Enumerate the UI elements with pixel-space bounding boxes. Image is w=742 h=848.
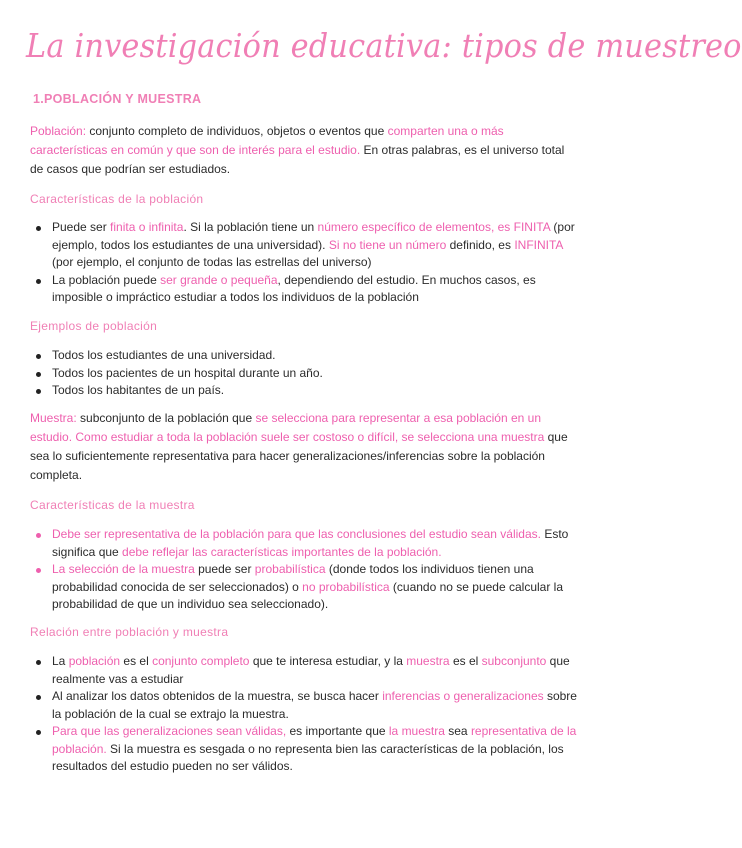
page-title: La investigación educativa: tipos de muestreo [26,26,742,65]
section-heading: 1.POBLACIÓN Y MUESTRA [33,92,202,106]
list-item: Puede ser finita o infinita. Si la población tiene un número específico de elementos, es FINITA (por ejemplo, todos los estudiantes de una universidad). Si no tiene un número definido, es INFINITA (por ejemplo, el conjunto de todas las estrellas del universo) [30,219,578,272]
list-item: La población puede ser grande o pequeña, dependiendo del estudio. En muchos casos, es imposible o impráctico estudiar a todos los individuos de la población [30,272,578,307]
caracteristicas-poblacion-list [30,219,578,307]
caracteristicas-poblacion-heading: Características de la población [30,192,204,206]
caracteristicas-muestra-list [30,526,578,614]
relacion-heading: Relación entre población y muestra [30,625,229,639]
muestra-definition: Muestra: subconjunto de la población que se selecciona para representar a esa población en un estudio. Como estudiar a toda la población suele ser costoso o difícil, se selecciona una muestra que sea lo suficientemente representativa para hacer generalizaciones/inferencias sobre la población completa. [30,411,568,482]
caracteristicas-muestra-heading: Características de la muestra [30,498,195,512]
poblacion-definition: Población: conjunto completo de individuos, objetos o eventos que comparten una o más características en común y que son de interés para el estudio. En otras palabras, es el universo total de casos que podrían ser estudiados. [30,124,565,176]
list-item: Para que las generalizaciones sean válidas, es importante que la muestra sea representativa de la población. Si la muestra es sesgada o no representa bien las características de la población, los resultados del estudio pueden no ser válidos. [30,723,578,776]
list-item: Debe ser representativa de la población para que las conclusiones del estudio sean válidas. Esto significa que debe reflejar las características importantes de la población. [30,526,578,561]
list-item: Todos los estudiantes de una universidad. [30,347,578,365]
muestra-term: Muestra: [30,411,77,425]
list-item: Al analizar los datos obtenidos de la muestra, se busca hacer inferencias o generalizaciones sobre la población de la cual se extrajo la muestra. [30,688,578,723]
ejemplos-list [30,347,578,400]
ejemplos-heading: Ejemplos de población [30,319,158,333]
list-item: Todos los habitantes de un país. [30,382,578,400]
list-item: La selección de la muestra puede ser probabilística (donde todos los individuos tienen una probabilidad conocida de ser seleccionados) o no probabilística (cuando no se puede calcular la probabilidad de que un individuo sea seleccionado). [30,561,578,614]
relacion-list [30,653,578,776]
list-item: La población es el conjunto completo que te interesa estudiar, y la muestra es el subconjunto que realmente vas a estudiar [30,653,578,688]
list-item: Todos los pacientes de un hospital durante un año. [30,365,578,383]
poblacion-term: Población: [30,124,87,138]
